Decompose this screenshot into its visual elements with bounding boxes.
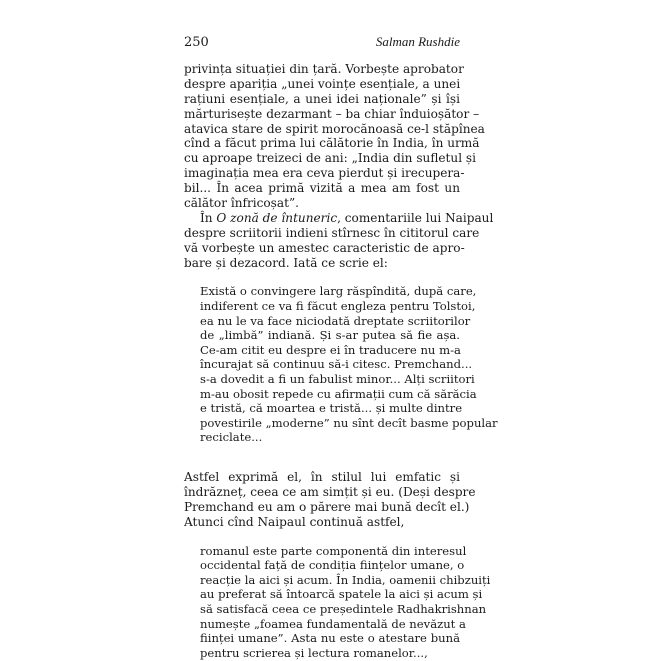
text-line: vă vorbește un amestec caracteristic de apro- xyxy=(184,240,465,255)
text-line: privința situației din țară. Vorbește aprobator xyxy=(184,62,464,76)
text-span: , comentariile lui Naipaul xyxy=(337,210,494,225)
text-line: Astfel exprimă el, în stilul lui emfatic și xyxy=(184,470,460,484)
text-line: bare și dezacord. Iată ce scrie el: xyxy=(184,255,388,270)
quote-line: Ce-am citit eu despre ei în traducere nu m-a xyxy=(200,342,461,357)
text-line: cu aproape treizeci de ani: „India din sufletul și xyxy=(184,151,476,166)
quote-line: romanul este parte componentă din interesul xyxy=(200,543,467,558)
block-quote-2 xyxy=(200,543,491,661)
text-line: Atunci cînd Naipaul continuă astfel, xyxy=(184,514,405,529)
quote-line: pentru scrierea și lectura romanelor..., xyxy=(200,645,428,660)
quote-line: de „limbă” indiană. Și s-ar putea să fie așa. xyxy=(200,328,460,343)
quote-line: ea nu le va face niciodată dreptate scriitorilor xyxy=(200,313,471,328)
page-header xyxy=(184,34,460,50)
quote-line: încurajat să continuu să-i citesc. Premchand... xyxy=(200,357,473,372)
text-line: rațiuni esențiale, a unei idei naționale” și își xyxy=(184,91,460,106)
text-line: atavica stare de spirit morocănoasă ce-l stăpînea xyxy=(184,121,485,136)
paragraph-1 xyxy=(184,62,485,211)
quote-line: occidental față de condiția ființelor umane, o xyxy=(200,558,465,573)
quote-line: numește „foamea fundamentală de nevăzut a xyxy=(200,616,466,631)
text-line: călător înfricoșat”. xyxy=(184,196,299,211)
text-line: bil... În acea primă vizită a mea am fost un xyxy=(184,181,460,196)
body-text xyxy=(184,62,498,660)
quote-line: reciclate... xyxy=(200,430,263,445)
text-line: cînd a făcut prima lui călătorie în India, în urmă xyxy=(184,136,480,151)
block-quote-1 xyxy=(200,284,498,445)
book-title: O zonă de întuneric xyxy=(216,210,338,225)
text-line: Premchand eu am o părere mai bună decît el.) xyxy=(184,499,470,514)
quote-line: reacție la aici și acum. În India, oamenii chibzuiți xyxy=(200,572,491,587)
text-line: imaginația mea era ceva pierdut și irecupera- xyxy=(184,166,465,181)
quote-line: să satisfacă ceea ce președintele Radhakrishnan xyxy=(200,601,487,616)
text-line: îndrăzneț, ceea ce am simțit și eu. (Deși despre xyxy=(184,484,476,499)
quote-line: m-au obosit repede cu afirmații cum că sărăcia xyxy=(200,386,477,401)
text-line: despre apariția „unei voințe esențiale, a unei xyxy=(184,76,461,91)
quote-line: ființei umane”. Asta nu este o atestare bună xyxy=(200,631,460,646)
text-line xyxy=(184,210,494,226)
running-head: Salman Rushdie xyxy=(375,34,460,49)
text-span: În xyxy=(200,210,217,225)
quote-line: s-a dovedit a fi un fabulist minor... Alți scriitori xyxy=(200,372,475,387)
quote-line: au preferat să întoarcă spatele la aici și acum și xyxy=(200,587,483,602)
quote-line: Există o convingere larg răspîndită, după care, xyxy=(200,284,477,299)
page-number: 250 xyxy=(184,35,209,50)
quote-line: indiferent ce va fi făcut engleza pentru Tolstoi, xyxy=(200,299,476,314)
paragraph-3 xyxy=(184,470,476,530)
quote-line: povestirile „moderne” nu sînt decît basme popular xyxy=(200,415,498,430)
text-line: mărturisește dezarmant – ba chiar înduioșător – xyxy=(184,106,480,121)
text-line: despre scriitorii indieni stîrnesc în cititorul care xyxy=(184,225,480,240)
paragraph-2 xyxy=(184,210,494,271)
quote-line: e tristă, că moartea e tristă... și multe dintre xyxy=(200,401,463,416)
